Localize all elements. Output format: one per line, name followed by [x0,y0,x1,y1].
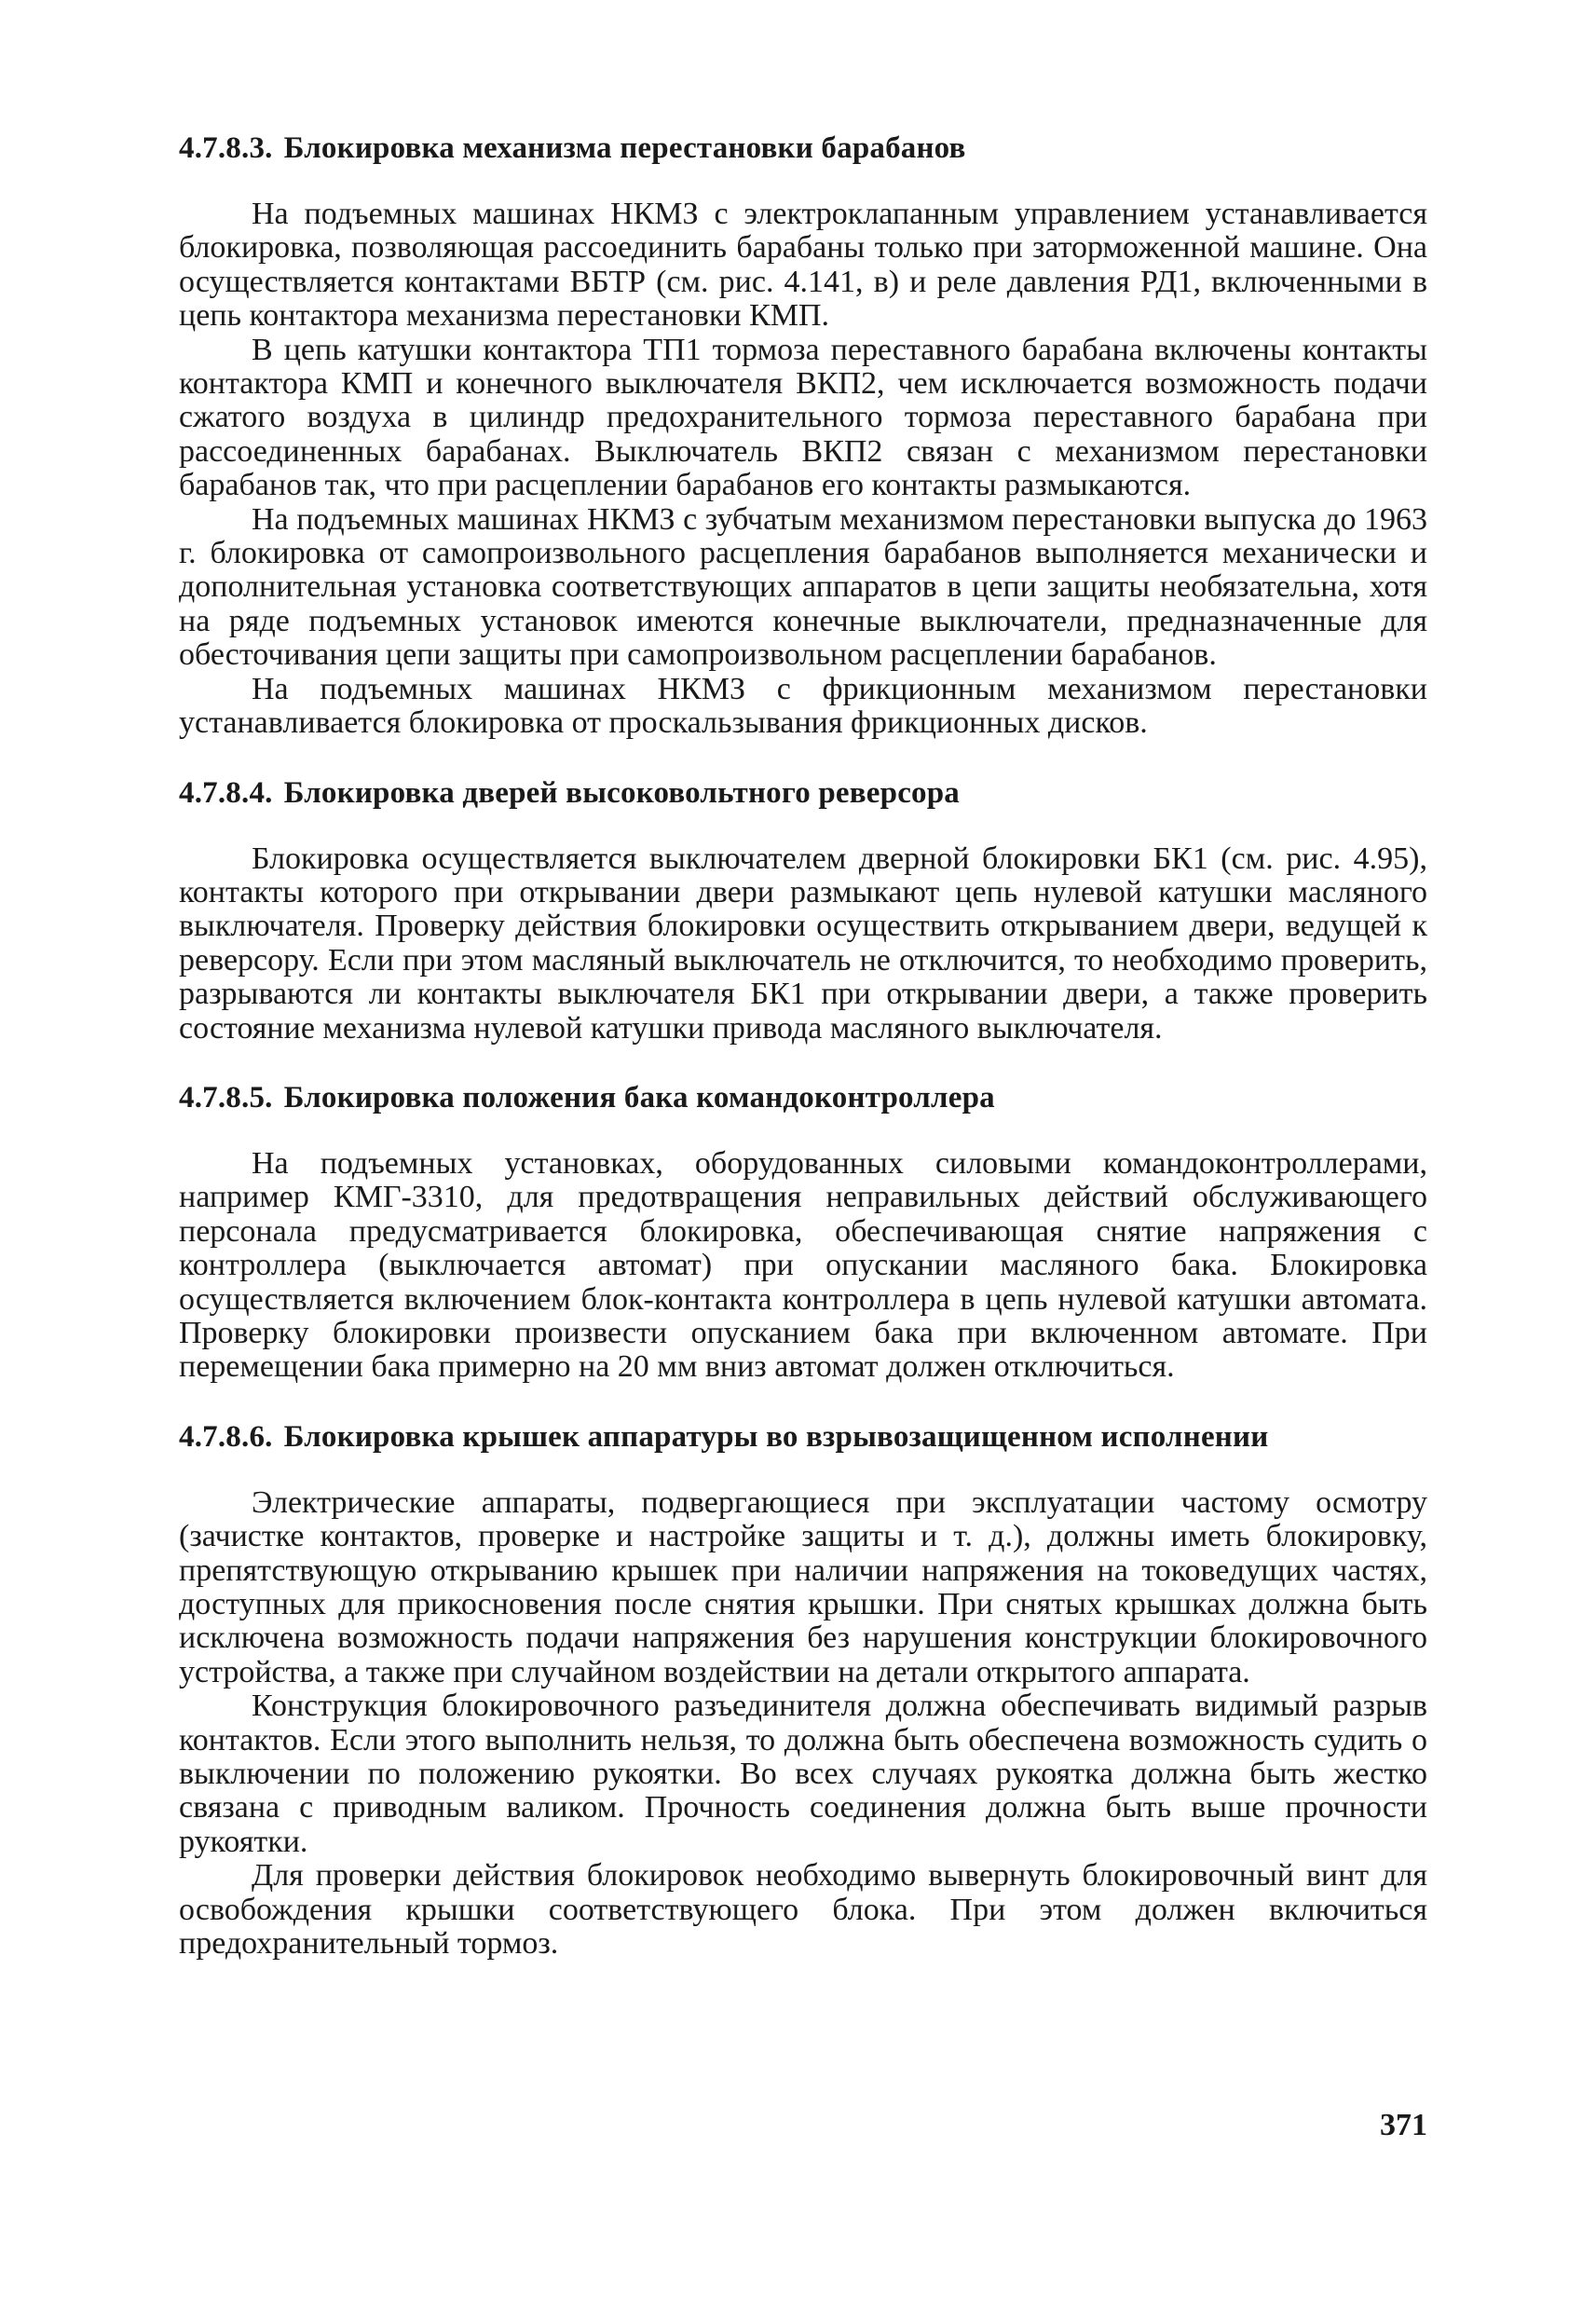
paragraph: Электрические аппараты, подвергающиеся при эксплуатации частому осмотру (зачистке контактов, проверке и настройке защиты и т. д.), должны иметь блокировку, препятствующую открыванию крышек при наличии напряжения на токоведущих частях, доступных для прикосновения после снятия крышки. При снятых крышках должна быть исключена возможность подачи напряжения без нарушения конструкции блокировочного устройства, а также при случайном воздействии на детали открытого аппарата. [179,1484,1427,1689]
section-title: Блокировка положения бака командоконтроллера [283,1080,995,1114]
paragraph: На подъемных установках, оборудованных силовыми командоконтроллерами, например КМГ-3310, для предотвращения неправильных действий обслуживающего персонала предусматривается блокировка, обеспечивающая снятие напряжения с контроллера (выключается автомат) при опускании масляного бака. Блокировка осуществляется включением блок-контакта контроллера в цепь нулевой катушки автомата. Проверку блокировки произвести опусканием бака при включенном автомате. При перемещении бака примерно на 20 мм вниз автомат должен отключиться. [179,1145,1427,1385]
paragraph: В цепь катушки контактора ТП1 тормоза переставного барабана включены контакты контактора КМП и конечного выключателя ВКП2, чем исключается возможность подачи сжатого воздуха в цилиндр предохранительного тормоза переставного барабана при рассоединенных барабанах. Выключатель ВКП2 связан с механизмом перестановки барабанов так, что при расцеплении барабанов его контакты размыкаются. [179,332,1427,503]
section-title: Блокировка механизма перестановки барабанов [283,131,966,165]
section-title: Блокировка крышек аппаратуры во взрывозащищенном исполнении [283,1419,1269,1454]
section-4-7-8-4 [179,775,1427,1046]
paragraph: На подъемных машинах НКМЗ с электроклапанным управлением устанавливается блокировка, позволяющая рассоединить барабаны только при заторможенной машине. Она осуществляется контактами ВБТР (см. рис. 4.141, в) и реле давления РД1, включенными в цепь контактора механизма перестановки КМП. [179,197,1427,334]
section-number: 4.7.8.5. [179,1080,273,1114]
section-heading [179,775,1427,811]
paragraph: Для проверки действия блокировок необходимо вывернуть блокировочный винт для освобождения крышки соответствующего блока. При этом должен включиться предохранительный тормоз. [179,1858,1427,1962]
section-number: 4.7.8.3. [179,131,273,165]
section-heading [179,130,1427,166]
paragraph: На подъемных машинах НКМЗ с зубчатым механизмом перестановки выпуска до 1963 г. блокировка от самопроизвольного расцепления барабанов выполняется механически и дополнительная установка соответствующих аппаратов в цепи защиты необязательна, хотя на ряде подъемных установок имеются конечные выключатели, предназначенные для обесточивания цепи защиты при самопроизвольном расцеплении барабанов. [179,501,1427,673]
section-4-7-8-5 [179,1080,1427,1385]
section-heading [179,1080,1427,1115]
paragraph: Блокировка осуществляется выключателем дверной блокировки БК1 (см. рис. 4.95), контакты которого при открывании двери размыкают цепь нулевой катушки масляного выключателя. Проверку действия блокировки осуществить открыванием двери, ведущей к реверсору. Если при этом масляный выключатель не отключится, то необходимо проверить, разрываются ли контакты выключателя БК1 при открывании двери, а также проверить состояние механизма нулевой катушки привода масляного выключателя. [179,841,1427,1046]
section-number: 4.7.8.6. [179,1419,273,1454]
paragraph: На подъемных машинах НКМЗ с фрикционным механизмом перестановки устанавливается блокировка от проскальзывания фрикционных дисков. [179,671,1427,741]
paragraph: Конструкция блокировочного разъединителя должна обеспечивать видимый разрыв контактов. Если этого выполнить нельзя, то должна быть обеспечена возможность судить о выключении по положению рукоятки. Во всех случаях рукоятка должна быть жестко связана с приводным валиком. Прочность соединения должна быть выше прочности рукоятки. [179,1689,1427,1859]
section-title: Блокировка дверей высоковольтного реверсора [283,775,960,810]
page-number: 371 [1380,2108,1427,2142]
document-page [179,130,1427,2218]
section-4-7-8-3 [179,130,1427,741]
section-4-7-8-6 [179,1419,1427,1962]
section-number: 4.7.8.4. [179,775,273,810]
section-heading [179,1419,1427,1455]
